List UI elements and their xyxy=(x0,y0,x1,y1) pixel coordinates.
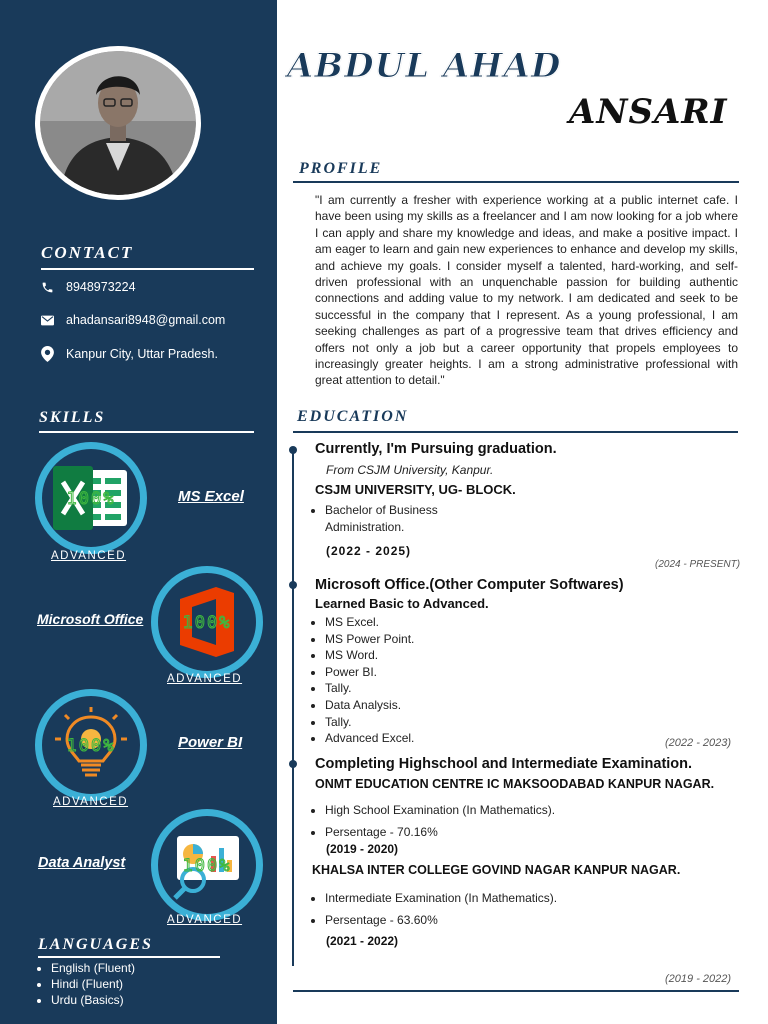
skill-excel-name: MS Excel xyxy=(178,488,244,505)
edu2-bullet: • Tally. xyxy=(325,714,414,731)
edu3-date: (2019 - 2022) xyxy=(665,973,732,985)
languages-list xyxy=(33,960,135,1008)
skill-powerbi-name: Power BI xyxy=(178,734,243,751)
address-text: Kanpur City, Uttar Pradesh. xyxy=(66,347,218,361)
timeline-dot xyxy=(289,760,297,768)
skills-rule xyxy=(39,431,254,433)
skill-office-level: ADVANCED xyxy=(167,673,243,685)
edu3-school1-bullets xyxy=(314,799,555,843)
sidebar xyxy=(0,0,277,1024)
language-item: • Urdu (Basics) xyxy=(51,992,135,1008)
edu1-heading: Currently, I'm Pursuing graduation. xyxy=(315,441,557,457)
edu1-bullets xyxy=(314,502,454,535)
edu1-institution: CSJM UNIVERSITY, UG- BLOCK. xyxy=(315,482,516,497)
edu2-bullet: • Tally. xyxy=(325,680,414,697)
mail-icon xyxy=(41,315,54,326)
timeline-dot xyxy=(289,446,297,454)
skill-excel-percent: 100% xyxy=(66,489,116,509)
skill-powerbi-circle xyxy=(35,689,147,801)
profile-title: PROFILE xyxy=(299,160,383,177)
contact-phone xyxy=(41,280,136,294)
timeline-line xyxy=(292,450,294,966)
profile-photo xyxy=(35,46,201,200)
edu2-bullet: • Power BI. xyxy=(325,664,414,681)
phone-text: 8948973224 xyxy=(66,280,136,294)
edu3-heading: Completing Highschool and Intermediate Examination. xyxy=(315,756,693,772)
edu3-school2: KHALSA INTER COLLEGE GOVIND NAGAR KANPUR NAGAR. xyxy=(312,863,681,877)
skills-title: SKILLS xyxy=(39,409,106,426)
skill-powerbi-level: ADVANCED xyxy=(53,796,129,808)
skill-analyst-name: Data Analyst xyxy=(38,855,126,871)
languages-title: LANGUAGES xyxy=(38,936,153,953)
contact-rule xyxy=(41,268,254,270)
language-item: • Hindi (Fluent) xyxy=(51,976,135,992)
edu3-bullet: • Intermediate Examination (In Mathematics). xyxy=(325,887,557,909)
location-pin-icon xyxy=(41,346,54,362)
language-item: • English (Fluent) xyxy=(51,960,135,976)
edu3-bullet: • High School Examination (In Mathematics). xyxy=(325,799,555,821)
skill-powerbi-percent: 100% xyxy=(66,736,116,756)
edu2-bullet: • Advanced Excel. xyxy=(325,730,414,747)
skill-office-percent: 100% xyxy=(182,613,232,633)
edu3-school1: ONMT EDUCATION CENTRE IC MAKSOODABAD KANPUR NAGAR. xyxy=(315,777,715,791)
edu3-bullet: • Persentage - 70.16% xyxy=(325,821,555,843)
languages-rule xyxy=(38,956,220,958)
timeline-dot xyxy=(289,581,297,589)
edu2-date: (2022 - 2023) xyxy=(665,737,732,749)
edu2-sub: Learned Basic to Advanced. xyxy=(315,596,489,611)
edu1-bullet: • Bachelor of Business Administration. xyxy=(325,502,454,535)
skill-office-name: Microsoft Office xyxy=(37,611,144,627)
main-content xyxy=(277,0,768,1024)
email-text: ahadansari8948@gmail.com xyxy=(66,313,226,327)
edu2-heading: Microsoft Office.(Other Computer Softwares) xyxy=(315,577,624,593)
name-second-line: ANSARI xyxy=(569,92,728,132)
contact-email xyxy=(41,313,225,327)
contact-title: CONTACT xyxy=(41,243,134,262)
edu2-bullet: • Data Analysis. xyxy=(325,697,414,714)
edu3-years2: (2021 - 2022) xyxy=(326,934,399,948)
edu1-date: (2024 - PRESENT) xyxy=(655,559,741,570)
contact-address xyxy=(41,346,218,362)
edu2-bullet: • MS Excel. xyxy=(325,614,414,631)
edu3-bullet: • Persentage - 63.60% xyxy=(325,909,557,931)
bottom-rule xyxy=(293,990,739,992)
edu2-bullet: • MS Word. xyxy=(325,647,414,664)
skill-analyst-circle xyxy=(151,809,263,921)
edu2-bullet: • MS Power Point. xyxy=(325,631,414,648)
education-title: EDUCATION xyxy=(297,408,409,425)
skill-office-circle xyxy=(151,566,263,678)
profile-text: "I am currently a fresher with experience working at a public internet cafe. I have been using my skills as a freelancer and I am now looking for a job where I can apply and share my knowledge and ideas, and make a positive impact. I am eager to learn and gain new experiences to enhance and develop my skills, and achieve my goals. I consider myself a talented, hard-working, and self-driven professional with an unquenchable passion for building authentic connections and adding value to my network. I am dedicated and seek to be successful in the company that I represent. As a young professional, I am seeking challenges as part of a progressive team that drives efficiency and offers not only a job but a career opportunity that propels employees to increasingly greater heights. I am a strong administrative professional with great attention to detail." xyxy=(315,193,738,388)
skill-analyst-level: ADVANCED xyxy=(167,914,243,926)
name-first-line: ABDUL AHAD xyxy=(287,46,562,86)
phone-icon xyxy=(41,281,54,294)
edu2-bullets xyxy=(314,614,414,747)
education-rule xyxy=(293,431,738,433)
profile-rule xyxy=(293,181,739,183)
skill-analyst-percent: 100% xyxy=(182,856,232,876)
skill-excel-circle xyxy=(35,442,147,554)
skill-excel-level: ADVANCED xyxy=(51,550,127,562)
edu1-from: From CSJM University, Kanpur. xyxy=(326,463,494,477)
edu3-years1: (2019 - 2020) xyxy=(326,842,399,856)
edu3-school2-bullets xyxy=(314,887,557,931)
edu1-years: (2022 - 2025) xyxy=(326,544,412,558)
